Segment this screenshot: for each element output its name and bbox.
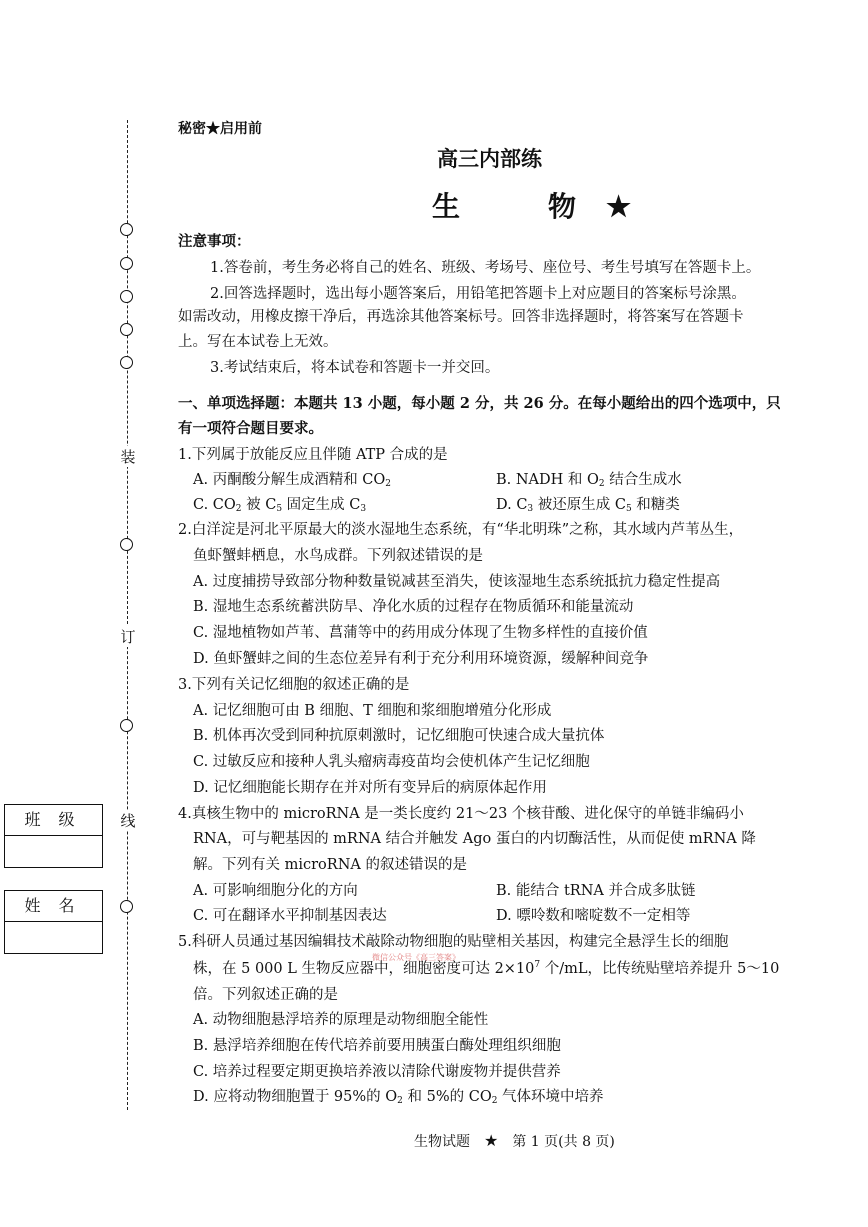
watermark: 微信公众号《高三答案》 [372, 953, 460, 962]
star-icon: ★ [606, 190, 632, 223]
secret-label: 秘密★启用前 [178, 121, 262, 137]
q3-stem: 3.下列有关记忆细胞的叙述正确的是 [178, 677, 410, 693]
q5-option-c: C. 培养过程要定期更换培养液以清除代谢废物并提供营养 [193, 1064, 561, 1080]
binding-hole [120, 257, 133, 270]
section-heading-cont: 有一项符合题目要求。 [178, 420, 323, 437]
q4-stem-cont: RNA，可与靶基因的 mRNA 结合并触发 Ago 蛋白的内切酶活性，从而促使 mRNA 降 [193, 831, 756, 847]
subject-title [432, 185, 631, 225]
q1-option-d: D. $C_3$ 被还原生成 $C_5$ 和糖类 [496, 497, 680, 514]
note-item: 如需改动，用橡皮擦干净后，再选涂其他答案标号。回答非选择题时，将答案写在答题卡 [178, 309, 744, 325]
class-label: 班级 [5, 805, 102, 836]
q3-option-a: A. 记忆细胞可由 B 细胞、T 细胞和浆细胞增殖分化形成 [193, 703, 552, 719]
page-footer [414, 1131, 615, 1151]
subject-name: 生 物 [432, 190, 607, 223]
binding-hole [120, 719, 133, 732]
q4-option-a: A. 可影响细胞分化的方向 [193, 883, 358, 899]
q1-stem: 1.下列属于放能反应且伴随 ATP 合成的是 [178, 447, 448, 463]
q5-stem-cont: 株，在 5 000 L 生物反应器中，细胞密度可达 $2\times 10^7$ 个/mL，比传统贴壁培养提升 5～10 [193, 960, 780, 977]
q2-option-b: B. 湿地生态系统蓄洪防旱、净化水质的过程存在物质循环和能量流动 [193, 599, 634, 615]
margin-char-ding: 订 [120, 628, 136, 646]
binding-hole [120, 323, 133, 336]
q5-stem-cont: 倍。下列叙述正确的是 [193, 987, 338, 1003]
q3-option-b: B. 机体再次受到同种抗原刺激时，记忆细胞可快速合成大量抗体 [193, 728, 605, 744]
q1-option-c: C. $CO_2$ 被 $C_5$ 固定生成 $C_3$ [193, 497, 367, 514]
q1-option-b: B. NADH 和 $O_2$ 结合生成水 [496, 472, 682, 489]
binding-hole [120, 356, 133, 369]
binding-hole [120, 223, 133, 236]
footer-subject: 生物试题 [414, 1134, 470, 1150]
note-item: 上。写在本试卷上无效。 [178, 334, 338, 350]
q3-option-d: D. 记忆细胞能长期存在并对所有变异后的病原体起作用 [193, 780, 547, 796]
q2-option-d: D. 鱼虾蟹蚌之间的生态位差异有利于充分利用环境资源，缓解种间竞争 [193, 651, 649, 667]
q4-stem: 4.真核生物中的 microRNA 是一类长度约 21～23 个核苷酸、进化保守的单链非编码小 [178, 806, 744, 822]
q2-stem-cont: 鱼虾蟹蚌栖息，水鸟成群。下列叙述错误的是 [193, 548, 483, 564]
q3-option-c: C. 过敏反应和接种人乳头瘤病毒疫苗均会使机体产生记忆细胞 [193, 754, 590, 770]
q5-option-d: D. 应将动物细胞置于 95%的 $O_2$ 和 5%的 $CO_2$ 气体环境中培养 [193, 1089, 604, 1106]
notes-heading: 注意事项： [178, 233, 251, 250]
q4-stem-cont: 解。下列有关 microRNA 的叙述错误的是 [193, 857, 467, 873]
q2-option-a: A. 过度捕捞导致部分物种数量锐减甚至消失，使该湿地生态系统抵抗力稳定性提高 [193, 574, 721, 590]
name-label: 姓名 [5, 891, 102, 922]
page-number: 第 1 页(共 8 页) [512, 1134, 615, 1150]
q4-option-d: D. 嘌呤数和嘧啶数不一定相等 [496, 908, 691, 924]
binding-hole [120, 900, 133, 913]
q5-option-b: B. 悬浮培养细胞在传代培养前要用胰蛋白酶处理组织细胞 [193, 1038, 561, 1054]
name-field[interactable] [5, 922, 102, 953]
class-field[interactable] [5, 836, 102, 867]
margin-char-zhuang: 装 [120, 448, 136, 466]
section-heading: 一、单项选择题：本题共 13 小题，每小题 2 分，共 26 分。在每小题给出的四个选项中，只 [178, 395, 781, 412]
q4-option-b: B. 能结合 tRNA 并合成多肽链 [496, 883, 696, 899]
note-item: 1.答卷前，考生务必将自己的姓名、班级、考场号、座位号、考生号填写在答题卡上。 [210, 260, 761, 276]
q5-option-a: A. 动物细胞悬浮培养的原理是动物细胞全能性 [193, 1012, 489, 1028]
margin-char-xian: 线 [120, 812, 136, 830]
q2-stem: 2.白洋淀是河北平原最大的淡水湿地生态系统，有“华北明珠”之称，其水域内芦苇丛生， [178, 522, 744, 538]
q2-option-c: C. 湿地植物如芦苇、菖蒲等中的药用成分体现了生物多样性的直接价值 [193, 625, 648, 641]
binding-hole [120, 538, 133, 551]
name-box [4, 890, 103, 954]
q5-stem: 5.科研人员通过基因编辑技术敲除动物细胞的贴壁相关基因，构建完全悬浮生长的细胞 [178, 934, 729, 950]
q1-option-a: A. 丙酮酸分解生成酒精和 $CO_2$ [193, 472, 392, 489]
exam-title: 高三内部练 [437, 146, 542, 171]
q4-option-c: C. 可在翻译水平抑制基因表达 [193, 908, 387, 924]
binding-hole [120, 290, 133, 303]
class-box [4, 804, 103, 868]
note-item: 3.考试结束后，将本试卷和答题卡一并交回。 [210, 360, 500, 376]
star-icon: ★ [484, 1131, 499, 1150]
note-item: 2.回答选择题时，选出每小题答案后，用铅笔把答题卡上对应题目的答案标号涂黑。 [210, 286, 746, 302]
